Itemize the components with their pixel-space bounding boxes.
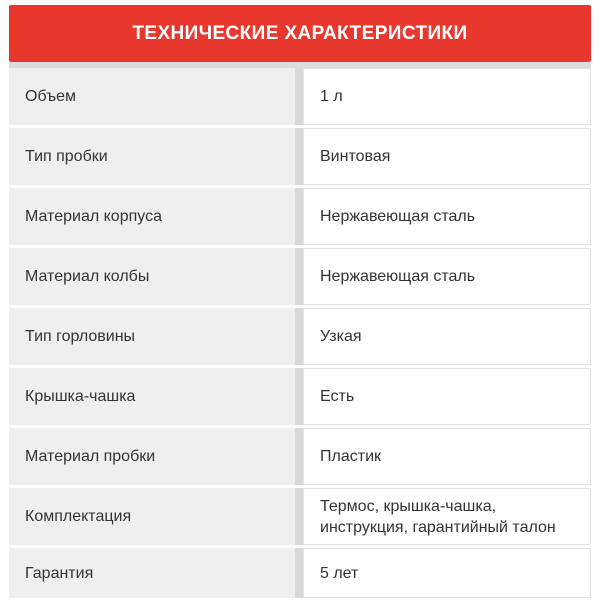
table-row <box>9 128 591 185</box>
column-divider <box>295 428 303 485</box>
spec-label: Тип горловины <box>9 308 295 365</box>
column-divider <box>295 188 303 245</box>
spec-label: Объем <box>9 68 295 125</box>
spec-value: Пластик <box>303 428 591 485</box>
spec-label: Тип пробки <box>9 128 295 185</box>
page-title: ТЕХНИЧЕСКИЕ ХАРАКТЕРИСТИКИ <box>132 22 468 44</box>
specs-header-banner <box>9 5 591 62</box>
spec-label: Комплектация <box>9 488 295 545</box>
column-divider <box>295 308 303 365</box>
column-divider <box>295 128 303 185</box>
spec-label: Гарантия <box>9 548 295 598</box>
spec-value: 5 лет <box>303 548 591 598</box>
spec-value: Термос, крышка-чашка, инструкция, гарантийный талон <box>303 488 591 545</box>
spec-value: Есть <box>303 368 591 425</box>
spec-label: Крышка-чашка <box>9 368 295 425</box>
table-row <box>9 368 591 425</box>
table-row <box>9 548 591 598</box>
table-row <box>9 68 591 125</box>
column-divider <box>295 248 303 305</box>
spec-value: Нержавеющая сталь <box>303 248 591 305</box>
spec-value: 1 л <box>303 68 591 125</box>
table-row <box>9 188 591 245</box>
table-row <box>9 428 591 485</box>
table-row <box>9 248 591 305</box>
spec-label: Материал корпуса <box>9 188 295 245</box>
spec-value: Узкая <box>303 308 591 365</box>
spec-value: Винтовая <box>303 128 591 185</box>
spec-value: Нержавеющая сталь <box>303 188 591 245</box>
column-divider <box>295 548 303 598</box>
spec-label: Материал пробки <box>9 428 295 485</box>
table-row <box>9 488 591 545</box>
specs-table <box>9 68 591 600</box>
table-row <box>9 308 591 365</box>
column-divider <box>295 68 303 125</box>
column-divider <box>295 488 303 545</box>
column-divider <box>295 368 303 425</box>
spec-label: Материал колбы <box>9 248 295 305</box>
